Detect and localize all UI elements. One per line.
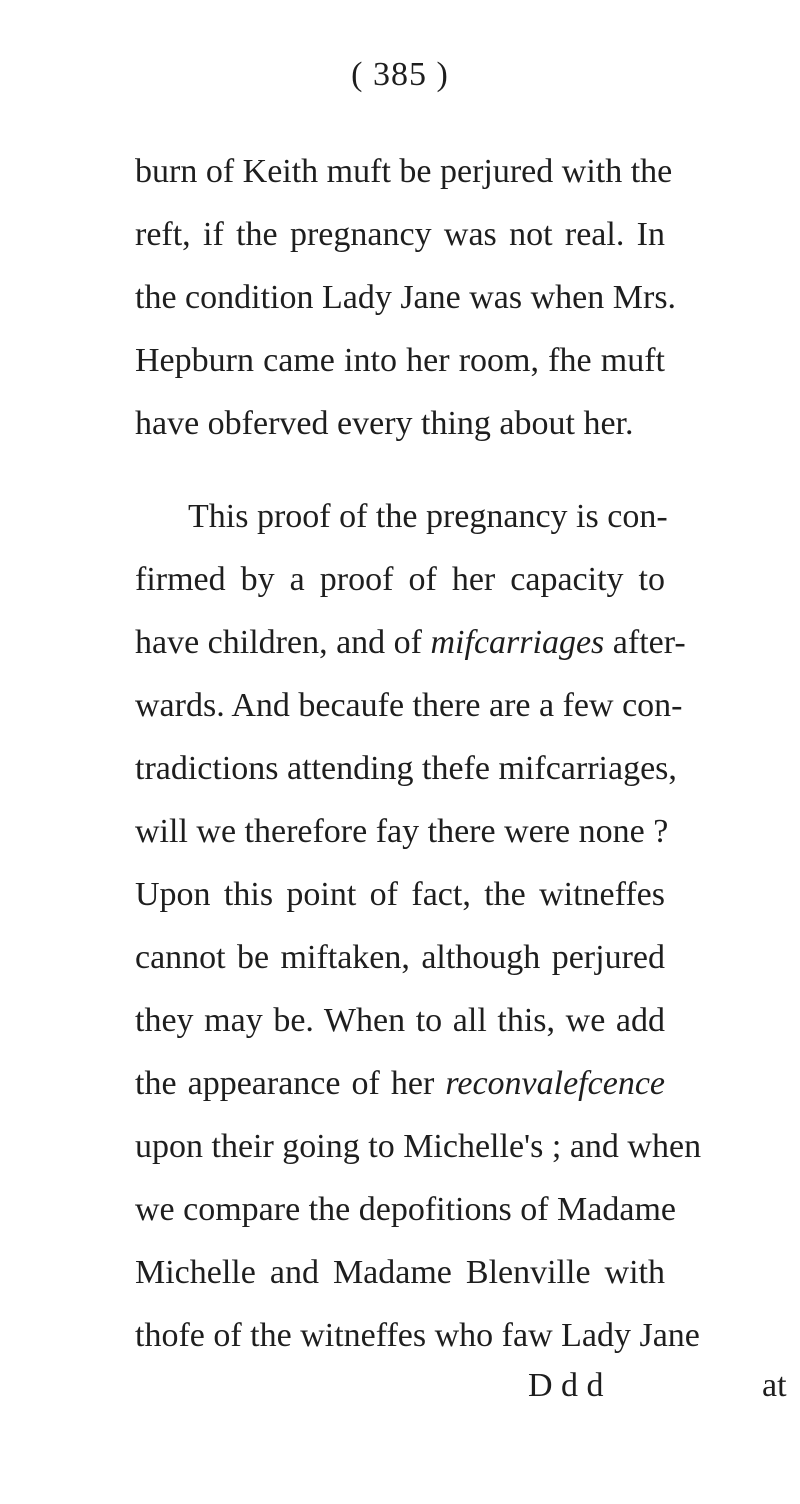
text-line: will we therefore fay there were none ?	[135, 813, 669, 850]
text-line: firmed by a proof of her capacity to	[135, 561, 665, 598]
text-line: reft, if the pregnancy was not real. In	[135, 216, 665, 253]
text-line: Upon this point of fact, the witneffes	[135, 876, 665, 913]
text-line: This proof of the pregnancy is con-	[188, 498, 668, 535]
text-line: cannot be miftaken, although perjured	[135, 939, 665, 976]
text-line: the condition Lady Jane was when Mrs.	[135, 279, 677, 316]
italic-word: reconvalefcence	[445, 1065, 665, 1102]
text-segment: have children, and of	[135, 624, 431, 661]
text-line: have obferved every thing about her.	[135, 405, 634, 442]
text-line: we compare the depofitions of Madame	[135, 1191, 676, 1228]
text-line-with-italic	[135, 623, 686, 663]
text-line: Michelle and Madame Blenville with	[135, 1254, 665, 1291]
text-line: Hepburn came into her room, fhe muft	[135, 342, 665, 379]
signature-mark: D d d	[528, 1367, 604, 1404]
italic-word: mifcarriages	[430, 624, 605, 661]
text-line: wards. And becaufe there are a few con-	[135, 687, 683, 724]
text-line: upon their going to Michelle's ; and when	[135, 1128, 702, 1165]
text-line-with-italic	[135, 1064, 665, 1104]
text-segment: the appearance of her	[135, 1065, 446, 1102]
text-line: they may be. When to all this, we add	[135, 1002, 665, 1039]
text-line: burn of Keith muft be perjured with the	[135, 153, 673, 190]
text-segment: after-	[604, 624, 686, 661]
text-line: thofe of the witneffes who faw Lady Jane	[135, 1317, 700, 1354]
catchword: at	[762, 1367, 787, 1404]
page-number-header: ( 385 )	[351, 56, 449, 93]
text-line: tradictions attending thefe mifcarriages,	[135, 750, 677, 787]
